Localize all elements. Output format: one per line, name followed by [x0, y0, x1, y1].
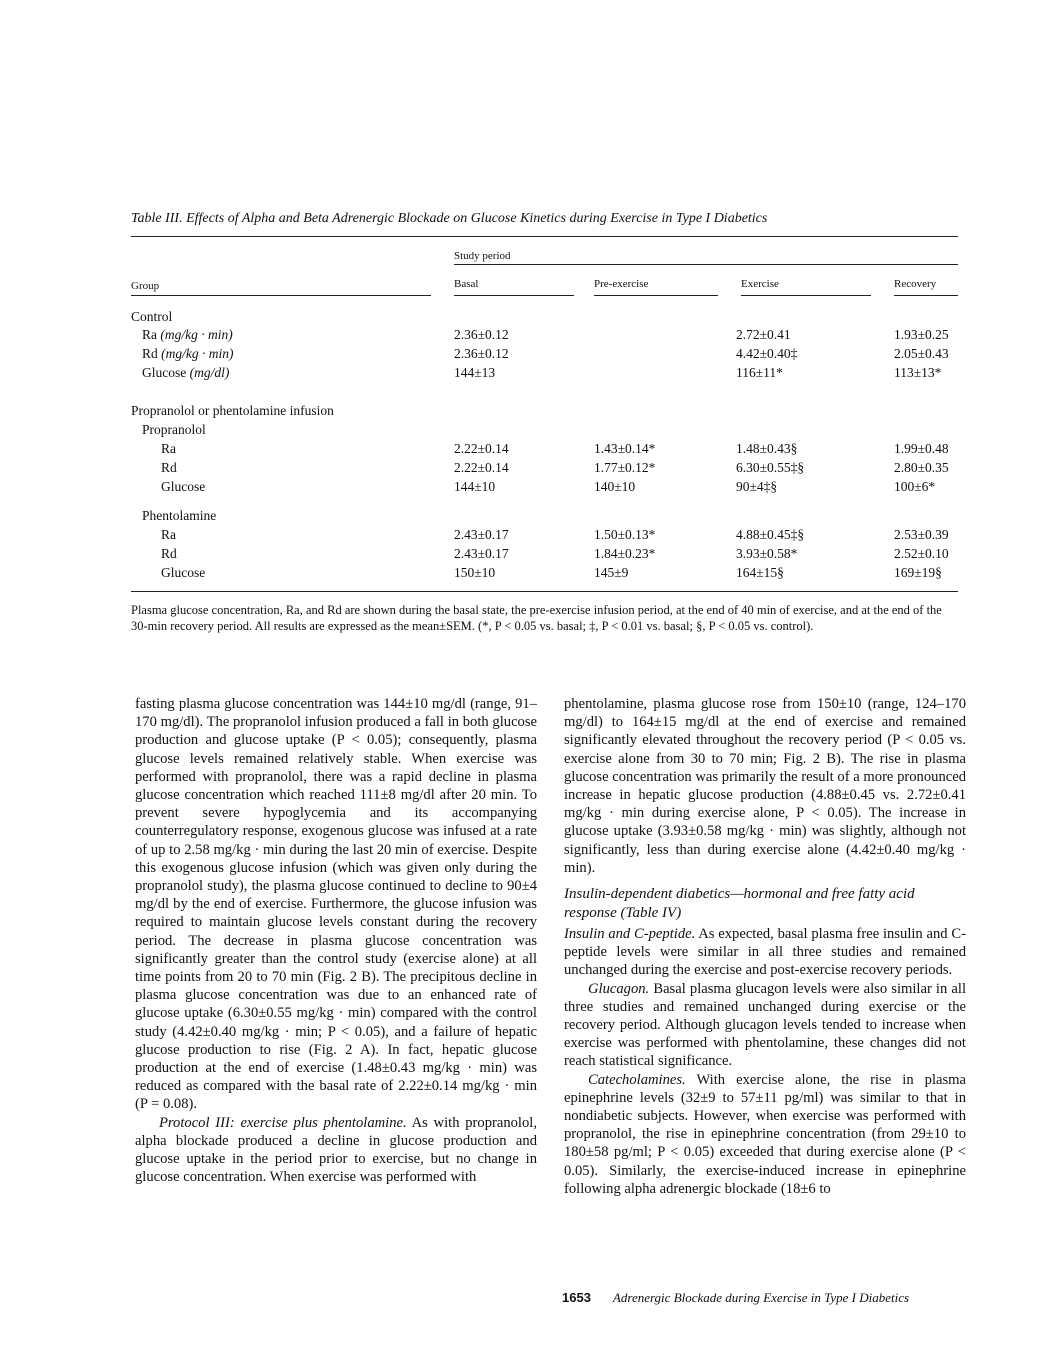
- running-title: Adrenergic Blockade during Exercise in Type I Diabetics: [612, 1290, 910, 1305]
- col-header-basal: Basal: [454, 278, 479, 290]
- row-label: [161, 545, 177, 563]
- table-cell: 145±9: [594, 565, 629, 580]
- table-cell: 4.42±0.40‡: [736, 346, 798, 361]
- table-cell: 1.93±0.25: [894, 327, 949, 342]
- table-cell: 2.52±0.10: [894, 546, 949, 561]
- row-label: [142, 364, 229, 382]
- row-label-text: Ra: [161, 527, 176, 542]
- right-paragraph-4: [564, 1071, 966, 1198]
- row-label-text: Propranolol or phentolamine infusion: [131, 403, 334, 418]
- table-cell: 1.43±0.14*: [594, 441, 656, 456]
- row-unit: (mg/kg · min): [161, 346, 234, 361]
- right-paragraph-4-text: With exercise alone, the rise in plasma epinephrine levels (32±9 to 57±11 pg/ml) was similar to that in nondiabetic subjects. However, when exercise was performed with propranolol, the rise in epinephrine concentration (from 29±10 to 180±58 pg/ml; P < 0.05) exceeded that during exercise alone (P < 0.05). Similarly, the exercise-induced increase in epinephrine following alpha adrenergic blockade (18±6 to: [564, 1071, 966, 1197]
- row-label: [161, 440, 176, 458]
- table-cell: 90±4‡§: [736, 479, 778, 494]
- row-label: [161, 459, 177, 477]
- catecholamines-heading: Catecholamines.: [588, 1071, 686, 1088]
- row-label: [161, 564, 205, 582]
- row-unit: (mg/kg · min): [160, 327, 233, 342]
- right-paragraph-3-text: Basal plasma glucagon levels were also similar in all three studies and remained unchanged during exercise or the recovery period. Although glucagon levels tended to increase when exercise was performed with phentolamine, these changes did not reach statistical significance.: [564, 980, 966, 1070]
- table-cell: 2.53±0.39: [894, 527, 949, 542]
- row-unit: (mg/dl): [189, 365, 230, 380]
- col-header-exercise: Exercise: [741, 278, 779, 290]
- table-cell: 1.48±0.43§: [736, 441, 798, 456]
- table-cell: 2.36±0.12: [454, 327, 509, 342]
- header-rule-group: [131, 295, 431, 296]
- col-header-pre-exercise: Pre-exercise: [594, 278, 649, 290]
- row-label: [142, 421, 206, 439]
- header-rule-recovery: [894, 295, 958, 296]
- table-cell: 2.05±0.43: [894, 346, 949, 361]
- table-cell: 150±10: [454, 565, 496, 580]
- table-cell: 6.30±0.55‡§: [736, 460, 805, 475]
- table-cell: 100±6*: [894, 479, 936, 494]
- table-cell: 2.72±0.41: [736, 327, 791, 342]
- left-paragraph-2: [135, 1114, 537, 1187]
- table-title: Table III. Effects of Alpha and Beta Adrenergic Blockade on Glucose Kinetics during Exercise in Type I Diabetics: [131, 211, 768, 226]
- row-label-text: Glucose: [161, 565, 206, 580]
- table-cell: 2.43±0.17: [454, 546, 509, 561]
- row-label-text: Glucose: [161, 479, 206, 494]
- right-paragraph-3: [564, 980, 966, 1071]
- table-cell: 1.77±0.12*: [594, 460, 656, 475]
- left-paragraph-2-text: As with propranolol, alpha blockade produced a decline in glucose production and glucose uptake in the period prior to exercise, but no change in glucose concentration. When exercise was performed with: [135, 1114, 537, 1186]
- row-label-text: Ra: [161, 441, 176, 456]
- row-label: [131, 402, 334, 420]
- page-number: 1653: [562, 1290, 591, 1305]
- table-cell: 1.50±0.13*: [594, 527, 656, 542]
- row-label-text: Ra: [142, 327, 157, 342]
- row-label: [161, 478, 205, 496]
- right-paragraph-2-text: As expected, basal plasma free insulin and C-peptide levels were similar in all three studies and remained unchanged during the exercise and post-exercise recovery periods.: [564, 926, 966, 979]
- row-label: [142, 507, 216, 525]
- table-cell: 2.22±0.14: [454, 460, 509, 475]
- table-cell: 4.88±0.45‡§: [736, 527, 805, 542]
- table-cell: 164±15§: [736, 565, 784, 580]
- right-paragraph-1: phentolamine, plasma glucose rose from 150±10 (range, 124–170 mg/dl) to 164±15 mg/dl at the end of exercise and remained significantly elevated throughout the recovery period (P < 0.05 vs. exercise alone from 30 to 70 min; Fig. 2 B). The rise in plasma glucose concentration was primarily the result of a more pronounced increase in hepatic glucose production (4.88±0.45 vs. 2.72±0.41 mg/kg · min during exercise alone, P < 0.05). The increase in glucose uptake (3.93±0.58 mg/kg · min) was slightly, although not significantly, less than during exercise alone (4.42±0.40 mg/kg · min).: [564, 696, 966, 876]
- row-label: [142, 345, 234, 363]
- row-label-text: Rd: [142, 346, 158, 361]
- study-period-header: Study period: [454, 250, 511, 262]
- table-footnote: Plasma glucose concentration, Ra, and Rd are shown during the basal state, the pre-exercise infusion period, at the end of 40 min of exercise, and at the end of the 30-min recovery period. All results are expressed as the mean±SEM. (*, P < 0.05 vs. basal; ‡, P < 0.01 vs. basal; §, P < 0.05 vs. control).: [131, 603, 942, 633]
- left-column: [135, 695, 537, 1186]
- row-label-text: Propranolol: [142, 422, 206, 437]
- group-header: Group: [131, 280, 160, 292]
- header-rule-basal: [454, 295, 574, 296]
- table-cell: 1.99±0.48: [894, 441, 949, 456]
- row-label-text: Control: [131, 309, 173, 324]
- insulin-heading: Insulin and C-peptide.: [564, 926, 696, 943]
- row-label: [142, 326, 233, 344]
- row-label-text: Glucose: [142, 365, 187, 380]
- table-cell: 2.22±0.14: [454, 441, 509, 456]
- right-column: [564, 695, 966, 1198]
- table-cell: 116±11*: [736, 365, 783, 380]
- table-cell: 1.84±0.23*: [594, 546, 656, 561]
- table-cell: 2.36±0.12: [454, 346, 509, 361]
- table-cell: 144±10: [454, 479, 496, 494]
- table-top-rule: [131, 236, 958, 237]
- row-label: [161, 526, 176, 544]
- page-footer: [562, 1290, 909, 1306]
- glucagon-heading: Glucagon.: [588, 980, 650, 997]
- row-label-text: Rd: [161, 546, 177, 561]
- table-cell: 169±19§: [894, 565, 942, 580]
- row-label: [131, 308, 172, 326]
- table-cell: 144±13: [454, 365, 496, 380]
- protocol-iii-heading: Protocol III: exercise plus phentolamine.: [159, 1114, 407, 1131]
- header-rule-pre-exercise: [594, 295, 718, 296]
- table-cell: 3.93±0.58*: [736, 546, 798, 561]
- study-period-rule: [454, 264, 958, 265]
- row-label-text: Phentolamine: [142, 508, 217, 523]
- table-cell: 2.80±0.35: [894, 460, 949, 475]
- section-heading: Insulin-dependent diabetics—hormonal and free fatty acid response (Table IV): [564, 886, 915, 922]
- table-cell: 113±13*: [894, 365, 942, 380]
- table-cell: 140±10: [594, 479, 636, 494]
- col-header-recovery: Recovery: [894, 278, 937, 290]
- right-paragraph-2: [564, 925, 966, 980]
- left-paragraph-1: fasting plasma glucose concentration was 144±10 mg/dl (range, 91–170 mg/dl). The propranolol infusion produced a fall in both glucose production and glucose uptake (P < 0.05); consequently, plasma glucose levels remained relatively stable. When exercise was performed with propranolol, there was a rapid decline in plasma glucose concentration which reached 111±8 mg/dl after 20 min. To prevent severe hypoglycemia and its accompanying counterregulatory response, exogenous glucose was infused at a rate of up to 2.58 mg/kg · min during the last 20 min of exercise. Despite this exogenous glucose infusion (which was given only during the propranolol study), the plasma glucose continued to decline to 90±4 mg/dl by the end of exercise. Furthermore, the glucose infusion was required to maintain glucose levels constant during the recovery period. The decrease in plasma glucose concentration was significantly greater than the control study (exercise alone) at all time points from 20 to 70 min (Fig. 2 B). The precipitous decline in plasma glucose concentration was due to an enhanced rate of glucose uptake (6.30±0.55 mg/kg · min) compared with the control study (4.42±0.40 mg/kg · min; P < 0.05), and a failure of hepatic glucose production to rise (Fig. 2 A). In fact, hepatic glucose production at the end of exercise (1.48±0.43 mg/kg · min) was reduced as compared with the basal rate of 2.22±0.14 mg/kg · min (P = 0.08).: [135, 696, 537, 1113]
- header-rule-exercise: [741, 295, 871, 296]
- table-cell: 2.43±0.17: [454, 527, 509, 542]
- table-bottom-rule: [131, 591, 958, 592]
- row-label-text: Rd: [161, 460, 177, 475]
